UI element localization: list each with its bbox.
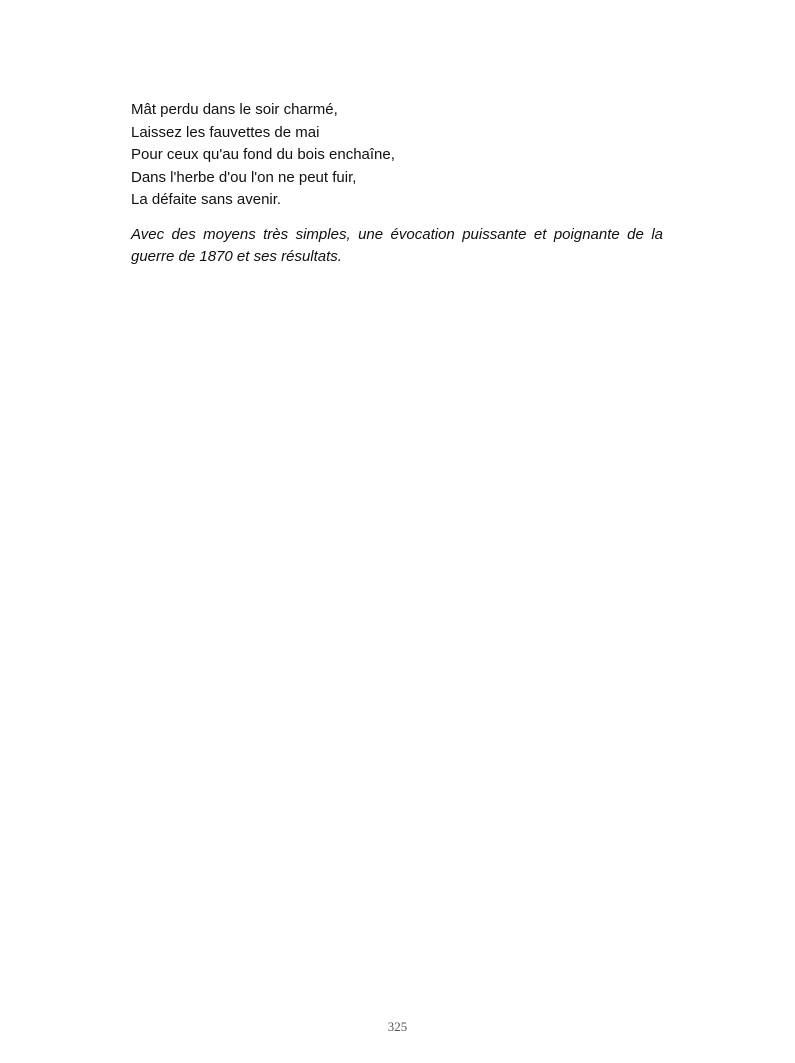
poem-line: Dans l'herbe d'ou l'on ne peut fuir, — [131, 168, 357, 186]
poem-line: La défaite sans avenir. — [131, 191, 282, 208]
commentary-paragraph: Avec des moyens très simples, une évocation puissante et poignante de la guerre de 1870 et ses résultats. — [131, 226, 663, 265]
poem-line: Pour ceux qu'au fond du bois enchaîne, — [131, 146, 395, 163]
poem-stanza — [131, 99, 671, 212]
poem-line: Mât perdu dans le soir charmé, — [131, 101, 338, 118]
page-number: 325 — [387, 1019, 408, 1034]
poem-line: Laissez les fauvettes de mai — [131, 123, 320, 141]
